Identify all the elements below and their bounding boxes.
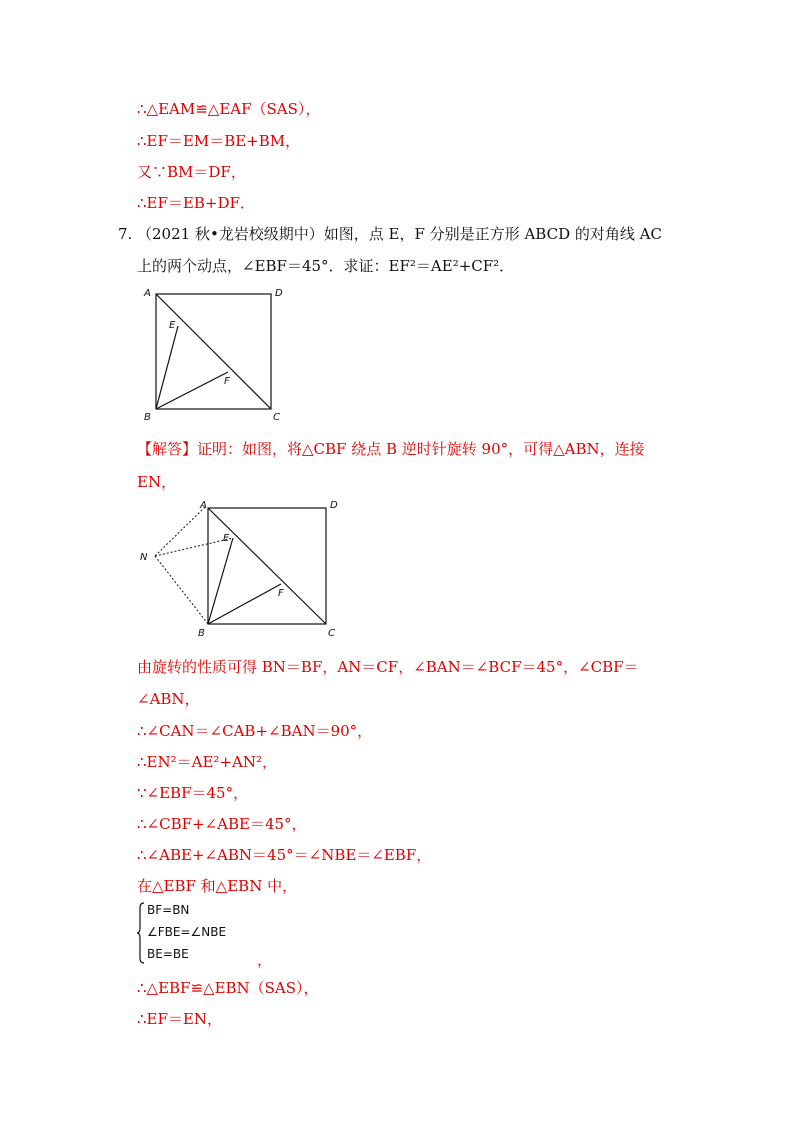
- label-a-2: A: [200, 500, 207, 511]
- step-pythagoras: ∴EN²＝AE²+AN²，: [137, 753, 277, 771]
- condition-2: ∠FBE=∠NBE: [147, 925, 227, 939]
- question-text-line2: 上的两个动点，∠EBF＝45°．求证：EF²＝AE²+CF²．: [137, 257, 515, 275]
- label-c: C: [273, 412, 280, 423]
- question-number: 7.: [118, 225, 133, 243]
- question-text-line1: （2021 秋•龙岩校级期中）如图，点 E，F 分别是正方形 ABCD 的对角线 AC: [137, 225, 662, 243]
- step-angle-nbe: ∴∠ABE+∠ABN＝45°＝∠NBE＝∠EBF，: [137, 846, 432, 864]
- label-b: B: [144, 412, 151, 423]
- dotted-nb: [155, 556, 208, 624]
- step-triangles-intro: 在△EBF 和△EBN 中，: [137, 877, 298, 895]
- step-congruence: ∴△EBF≌△EBN（SAS），: [137, 979, 319, 997]
- answer-text: 证明：如图，将△CBF 绕点 B 逆时针旋转 90°，可得△ABN，连接: [197, 440, 645, 458]
- label-a: A: [144, 288, 151, 299]
- label-d: D: [275, 288, 283, 299]
- brace-icon: [137, 902, 145, 964]
- step-ef-en: ∴EF＝EN，: [137, 1010, 222, 1028]
- answer-line1: [137, 439, 645, 459]
- dotted-ne: [155, 538, 233, 556]
- step-angle-sum: ∴∠CBF+∠ABE＝45°，: [137, 815, 307, 833]
- dotted-na: [155, 506, 206, 556]
- proof-line-conclusion: ∴EF＝EB+DF．: [137, 194, 255, 212]
- figure-rotation-diagram: [138, 496, 348, 641]
- label-f-2: F: [278, 588, 284, 599]
- label-b-2: B: [198, 628, 205, 639]
- condition-1: BF=BN: [147, 903, 190, 917]
- system-comma: ，: [257, 951, 273, 969]
- step-angle-can: ∴∠CAN＝∠CAB+∠BAN＝90°，: [137, 722, 373, 740]
- proof-line-bm-df: 又∵BM＝DF，: [137, 163, 246, 181]
- diagonal-ac: [156, 294, 271, 409]
- label-c-2: C: [328, 628, 335, 639]
- proof-line-congruence: ∴△EAM≌△EAF（SAS），: [137, 100, 321, 118]
- segment-bf-2: [208, 584, 281, 624]
- answer-line2: EN，: [137, 473, 177, 491]
- label-n: N: [140, 552, 148, 563]
- figure-square-diagram: [140, 284, 290, 424]
- label-d-2: D: [330, 500, 338, 511]
- label-e: E: [169, 320, 176, 331]
- condition-3: BE=BE: [147, 947, 189, 961]
- segment-be: [156, 326, 178, 409]
- label-e-2: E: [223, 533, 230, 544]
- answer-tag: 【解答】: [137, 440, 198, 458]
- step-rotation-properties-cont: ∠ABN，: [137, 690, 200, 708]
- proof-line-ef-equals: ∴EF＝EM＝BE+BM，: [137, 132, 301, 150]
- step-rotation-properties: 由旋转的性质可得 BN＝BF，AN＝CF，∠BAN＝∠BCF＝45°，∠CBF＝: [137, 658, 639, 676]
- step-angle-ebf: ∵∠EBF＝45°，: [137, 784, 249, 802]
- condition-system: [137, 900, 257, 966]
- diagonal-ac-2: [208, 508, 326, 624]
- segment-bf: [156, 372, 228, 409]
- label-f: F: [224, 376, 230, 387]
- segment-be-2: [208, 538, 233, 624]
